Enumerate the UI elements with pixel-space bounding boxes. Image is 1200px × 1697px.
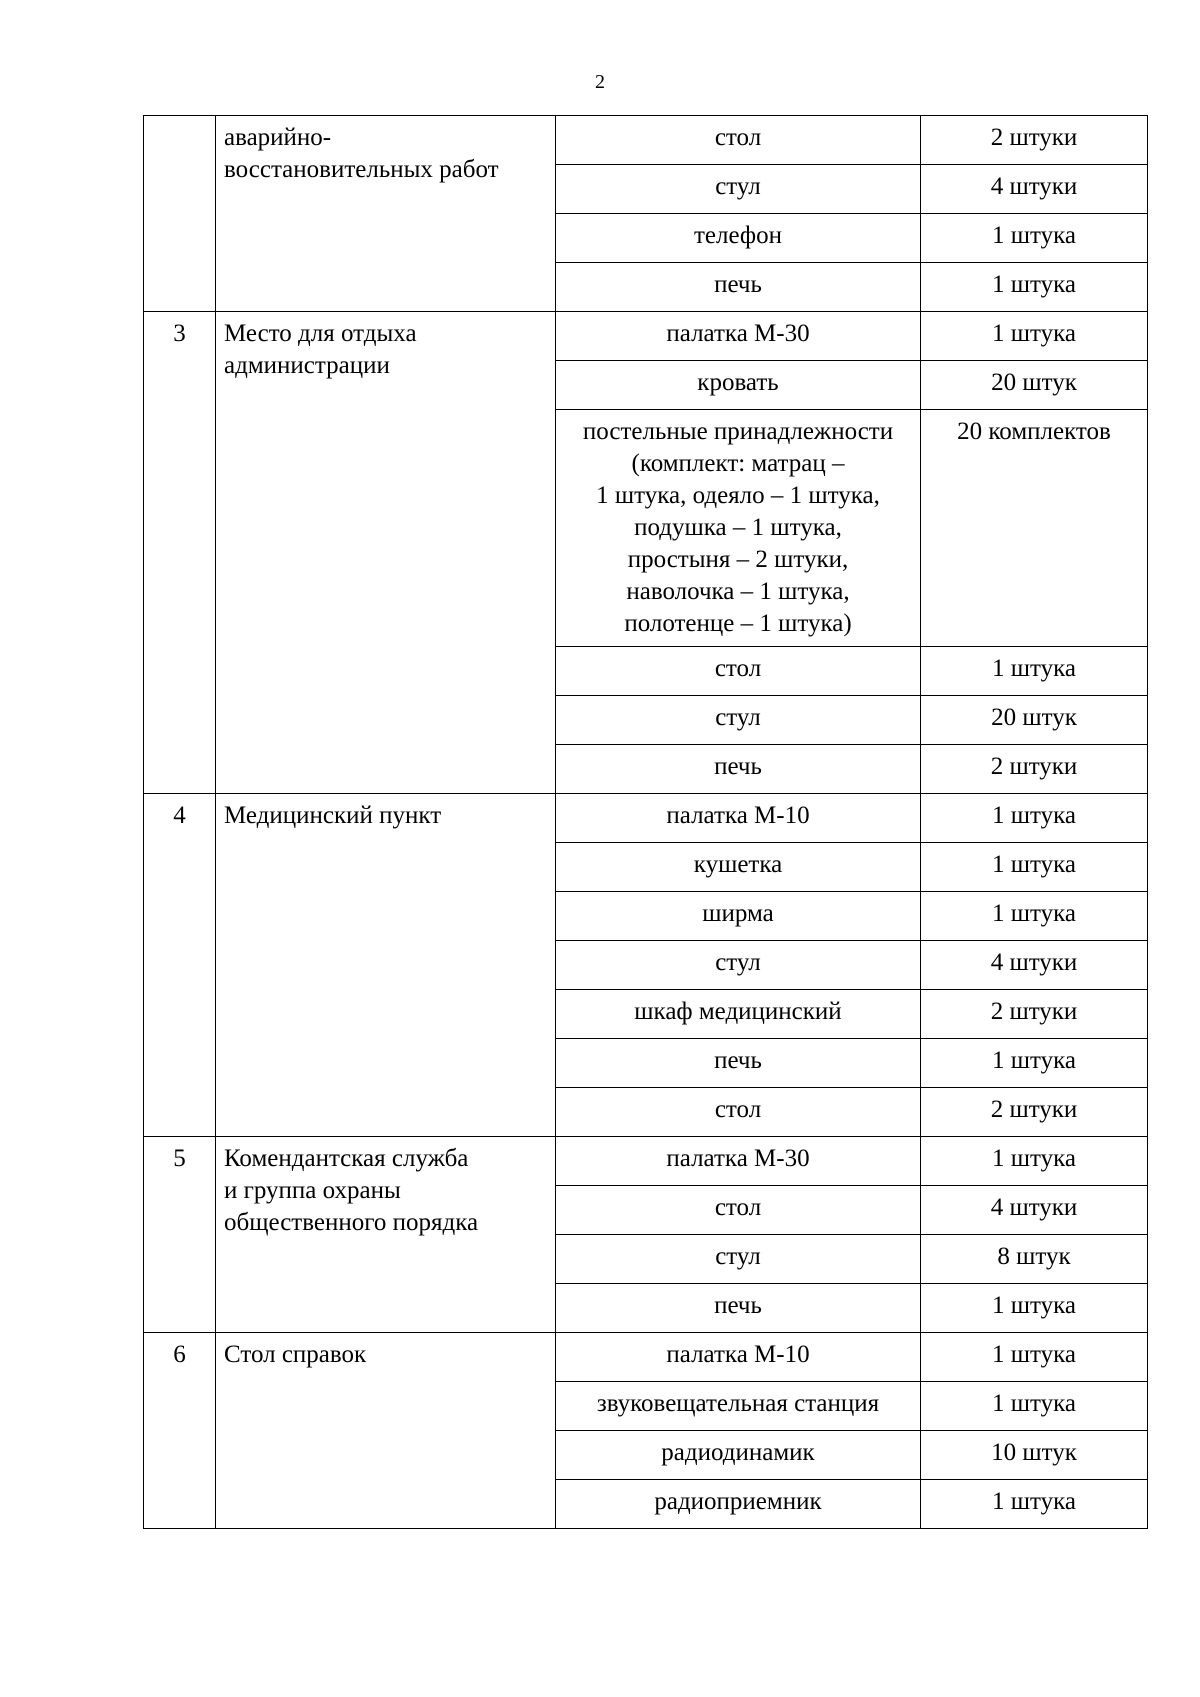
item-quantity: 1 штука xyxy=(921,312,1148,361)
item-name: стул xyxy=(556,941,921,990)
item-name: палатка М-10 xyxy=(556,1333,921,1382)
table-row xyxy=(144,312,1148,361)
item-quantity: 1 штука xyxy=(921,843,1148,892)
item-name: стол xyxy=(556,1088,921,1137)
item-name: ширма xyxy=(556,892,921,941)
item-quantity: 1 штука xyxy=(921,1382,1148,1431)
item-quantity: 2 штуки xyxy=(921,116,1148,165)
item-name: печь xyxy=(556,1284,921,1333)
page-number: 2 xyxy=(595,71,605,93)
item-quantity: 2 штуки xyxy=(921,745,1148,794)
item-name: печь xyxy=(556,745,921,794)
item-quantity: 20 штук xyxy=(921,696,1148,745)
item-quantity: 1 штука xyxy=(921,892,1148,941)
item-quantity: 1 штука xyxy=(921,1333,1148,1382)
item-quantity: 2 штуки xyxy=(921,1088,1148,1137)
item-quantity: 1 штука xyxy=(921,647,1148,696)
item-name: печь xyxy=(556,263,921,312)
item-name: стол xyxy=(556,647,921,696)
section-name: Стол справок xyxy=(216,1333,556,1529)
section-name: аварийно- восстановительных работ xyxy=(216,116,556,312)
item-name: стол xyxy=(556,1186,921,1235)
section-name: Медицинский пункт xyxy=(216,794,556,1137)
item-name: палатка М-30 xyxy=(556,1137,921,1186)
item-name: стул xyxy=(556,696,921,745)
section-name: Комендантская служба и группа охраны общественного порядка xyxy=(216,1137,556,1333)
item-name: кровать xyxy=(556,361,921,410)
item-quantity: 1 штука xyxy=(921,1480,1148,1529)
section-number: 6 xyxy=(144,1333,216,1529)
item-quantity: 1 штука xyxy=(921,214,1148,263)
item-quantity: 1 штука xyxy=(921,1137,1148,1186)
item-name: палатка М-10 xyxy=(556,794,921,843)
section-number: 4 xyxy=(144,794,216,1137)
item-quantity: 2 штуки xyxy=(921,990,1148,1039)
table-row xyxy=(144,116,1148,165)
equipment-table xyxy=(143,115,1148,1529)
item-name: печь xyxy=(556,1039,921,1088)
item-name: кушетка xyxy=(556,843,921,892)
item-name: постельные принадлежности (комплект: матрац – 1 штука, одеяло – 1 штука, подушка – 1 штука, простыня – 2 штуки, наволочка – 1 штука, полотенце – 1 штука) xyxy=(556,410,921,647)
table-row xyxy=(144,1137,1148,1186)
item-name: стул xyxy=(556,165,921,214)
equipment-table-body xyxy=(144,116,1148,1529)
item-name: стул xyxy=(556,1235,921,1284)
item-quantity: 4 штуки xyxy=(921,1186,1148,1235)
section-name: Место для отдыха администрации xyxy=(216,312,556,794)
item-quantity: 20 комплектов xyxy=(921,410,1148,647)
item-quantity: 1 штука xyxy=(921,263,1148,312)
section-number: 3 xyxy=(144,312,216,794)
item-name: шкаф медицинский xyxy=(556,990,921,1039)
item-name: палатка М-30 xyxy=(556,312,921,361)
section-number xyxy=(144,116,216,312)
item-quantity: 10 штук xyxy=(921,1431,1148,1480)
section-number: 5 xyxy=(144,1137,216,1333)
item-name: радиоприемник xyxy=(556,1480,921,1529)
item-name: телефон xyxy=(556,214,921,263)
item-quantity: 1 штука xyxy=(921,794,1148,843)
item-quantity: 4 штуки xyxy=(921,941,1148,990)
item-name: радиодинамик xyxy=(556,1431,921,1480)
item-quantity: 8 штук xyxy=(921,1235,1148,1284)
item-name: звуковещательная станция xyxy=(556,1382,921,1431)
item-quantity: 1 штука xyxy=(921,1284,1148,1333)
item-quantity: 4 штуки xyxy=(921,165,1148,214)
table-row xyxy=(144,1333,1148,1382)
item-quantity: 20 штук xyxy=(921,361,1148,410)
item-quantity: 1 штука xyxy=(921,1039,1148,1088)
table-row xyxy=(144,794,1148,843)
item-name: стол xyxy=(556,116,921,165)
